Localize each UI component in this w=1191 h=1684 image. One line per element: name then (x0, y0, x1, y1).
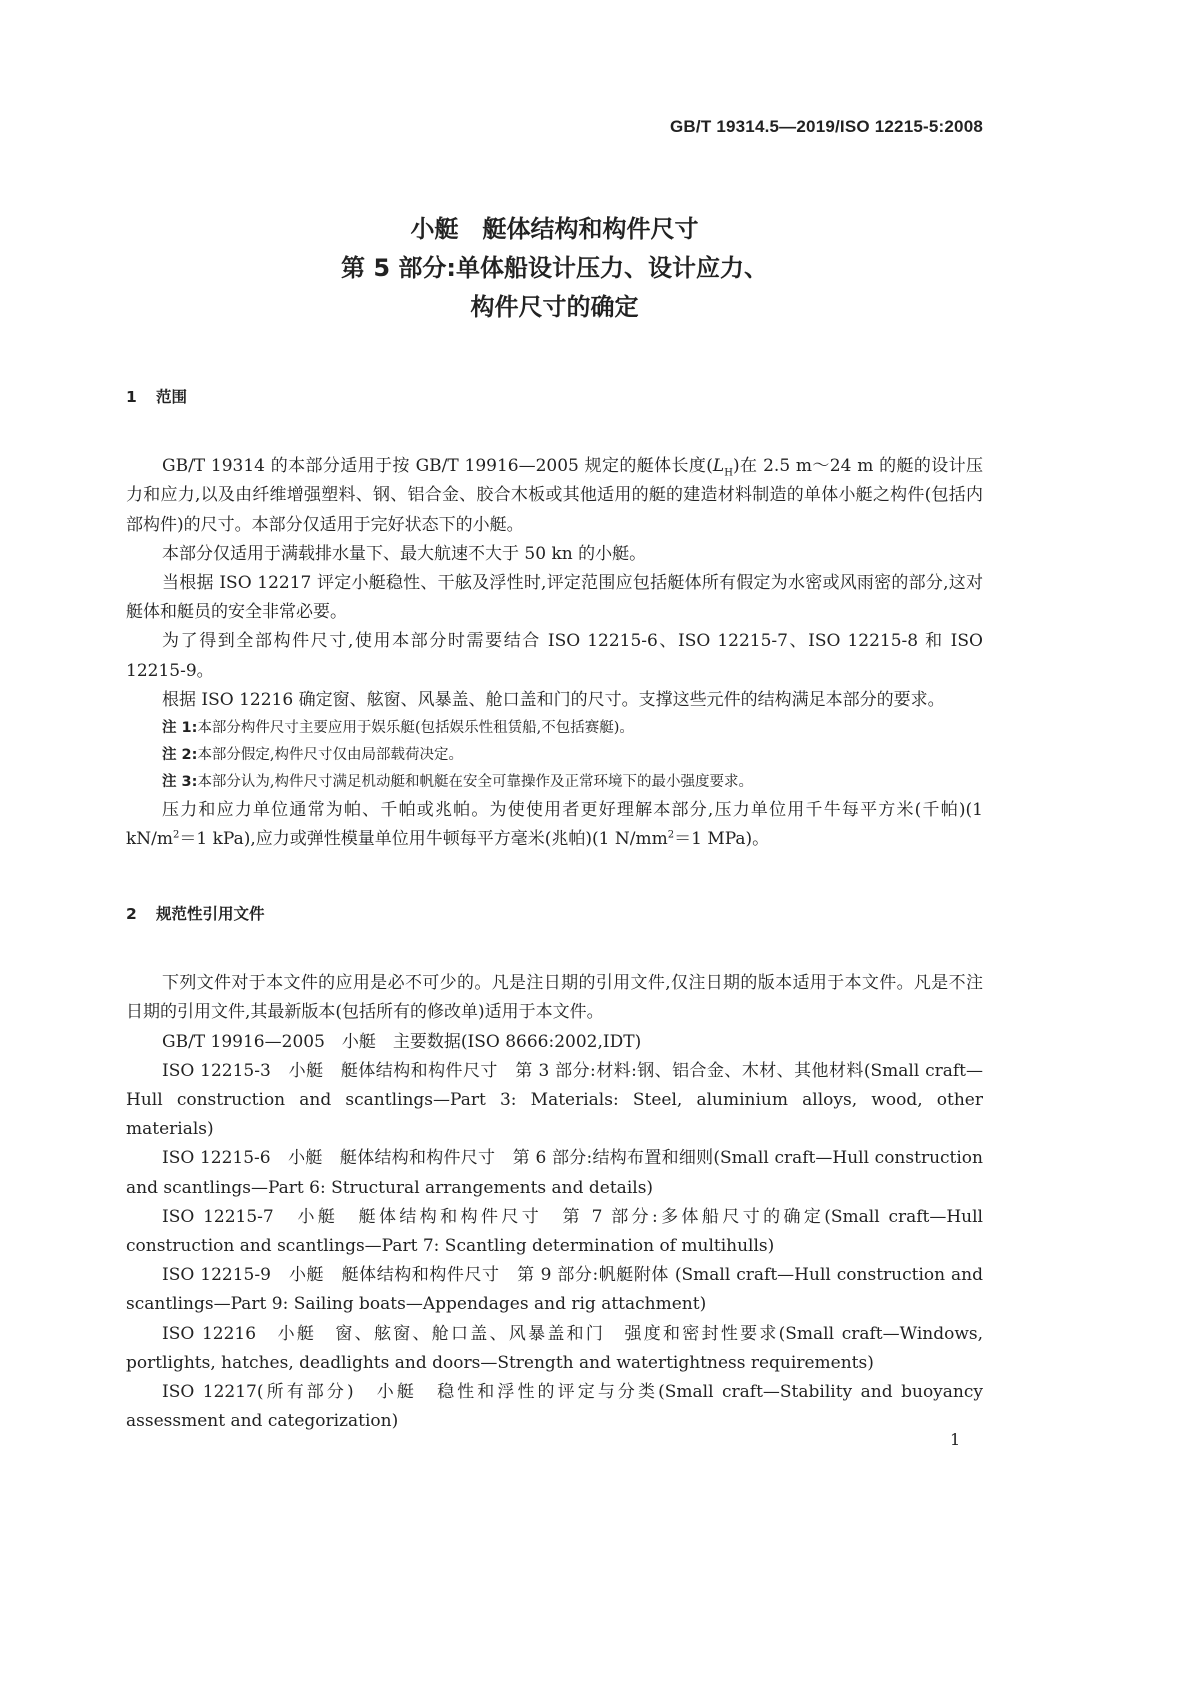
text: ＝1 MPa)。 (674, 829, 770, 850)
title-line: 构件尺寸的确定 (470, 293, 639, 321)
text: ＝1 kPa),应力或弹性模量单位用牛顿每平方毫米(兆帕)(1 N/mm (179, 829, 668, 850)
section-heading (126, 383, 983, 412)
reference-item: ISO 12215-7 小艇 艇体结构和构件尺寸 第 7 部分:多体船尺寸的确定(Small craft—Hull construction and scantlings—Part 7: Scantling determination of multihulls) (126, 1206, 983, 1257)
reference-item: GB/T 19916—2005 小艇 主要数据(ISO 8666:2002,IDT) (162, 1031, 642, 1052)
document-code-header: GB/T 19314.5—2019/ISO 12215-5:2008 (670, 117, 983, 136)
section-number: 2 (126, 905, 137, 923)
paragraph: 根据 ISO 12216 确定窗、舷窗、风暴盖、舱口盖和门的尺寸。支撑这些元件的结构满足本部分的要求。 (162, 689, 945, 710)
reference-item: ISO 12215-3 小艇 艇体结构和构件尺寸 第 3 部分:材料:钢、铝合金、木材、其他材料(Small craft—Hull construction and scantlings—Part 3: Materials: Steel, aluminium alloys, wood, other materials) (126, 1060, 983, 1140)
text: )在 2.5 m～24 m 的艇的设计压力和应力,以及由纤维增强塑料、钢、铝合金、胶合木板或其他适用的艇的建造材料制造的单体小艇之构件(包括内部构件)的尺寸。本部分仅适用于完好状态下的小艇。 (126, 456, 983, 535)
text: 压力和应力单位通常为帕、千帕或兆帕。为使使用者更好理解本部分,压力单位用千牛每平方米(千帕)(1 kN/m (126, 800, 983, 850)
paragraph: 下列文件对于本文件的应用是必不可少的。凡是注日期的引用文件,仅注日期的版本适用于本文件。凡是不注日期的引用文件,其最新版本(包括所有的修改单)适用于本文件。 (126, 973, 983, 1023)
section-title: 规范性引用文件 (156, 905, 265, 923)
note-label: 注 1: (162, 720, 198, 737)
reference-item: ISO 12216 小艇 窗、舷窗、舱口盖、风暴盖和门 强度和密封性要求(Small craft—Windows, portlights, hatches, deadlights and doors—Strength and watertightness requirements) (126, 1323, 983, 1373)
reference-item: ISO 12217(所有部分) 小艇 稳性和浮性的评定与分类(Small craft—Stability and buoyancy assessment and categorization) (126, 1382, 983, 1432)
paragraph: 为了得到全部构件尺寸,使用本部分时需要结合 ISO 12215-6、ISO 12215-7、ISO 12215-8 和 ISO 12215-9。 (126, 631, 983, 681)
note (126, 715, 983, 742)
title-line: 第 5 部分:单体船设计压力、设计应力、 (340, 254, 768, 282)
page-number: 1 (950, 1430, 961, 1449)
section-title: 范围 (156, 388, 188, 406)
note (126, 742, 983, 769)
section-scope (126, 383, 983, 854)
note-label: 注 2: (162, 747, 198, 764)
reference-item: ISO 12215-9 小艇 艇体结构和构件尺寸 第 9 部分:帆艇附体 (Small craft—Hull construction and scantlings—Part 9: Sailing boats—Appendages and rig attachment) (126, 1265, 983, 1315)
note (126, 769, 983, 796)
variable: L (712, 456, 725, 477)
title-line: 小艇 艇体结构和构件尺寸 (410, 215, 699, 243)
subscript: H (724, 467, 733, 479)
section-heading (126, 900, 983, 929)
superscript: 2 (173, 829, 180, 841)
paragraph: 当根据 ISO 12217 评定小艇稳性、干舷及浮性时,评定范围应包括艇体所有假定为水密或风雨密的部分,这对艇体和艇员的安全非常必要。 (126, 573, 983, 623)
document-title (126, 210, 983, 327)
note-label: 注 3: (162, 774, 198, 791)
text: GB/T 19314 的本部分适用于按 GB/T 19916—2005 规定的艇体长度( (162, 456, 713, 477)
note-text: 本部分构件尺寸主要应用于娱乐艇(包括娱乐性租赁船,不包括赛艇)。 (197, 720, 634, 737)
paragraph (126, 452, 983, 540)
paragraph: 本部分仅适用于满载排水量下、最大航速不大于 50 kn 的小艇。 (162, 543, 647, 564)
superscript: 2 (667, 829, 675, 841)
section-normative-references (126, 900, 983, 1436)
section-number: 1 (126, 388, 137, 406)
reference-item: ISO 12215-6 小艇 艇体结构和构件尺寸 第 6 部分:结构布置和细则(Small craft—Hull construction and scantlings—Part 6: Structural arrangements and details) (126, 1148, 983, 1198)
paragraph (126, 796, 983, 854)
note-text: 本部分假定,构件尺寸仅由局部载荷决定。 (197, 747, 464, 764)
note-text: 本部分认为,构件尺寸满足机动艇和帆艇在安全可靠操作及正常环境下的最小强度要求。 (197, 774, 754, 791)
